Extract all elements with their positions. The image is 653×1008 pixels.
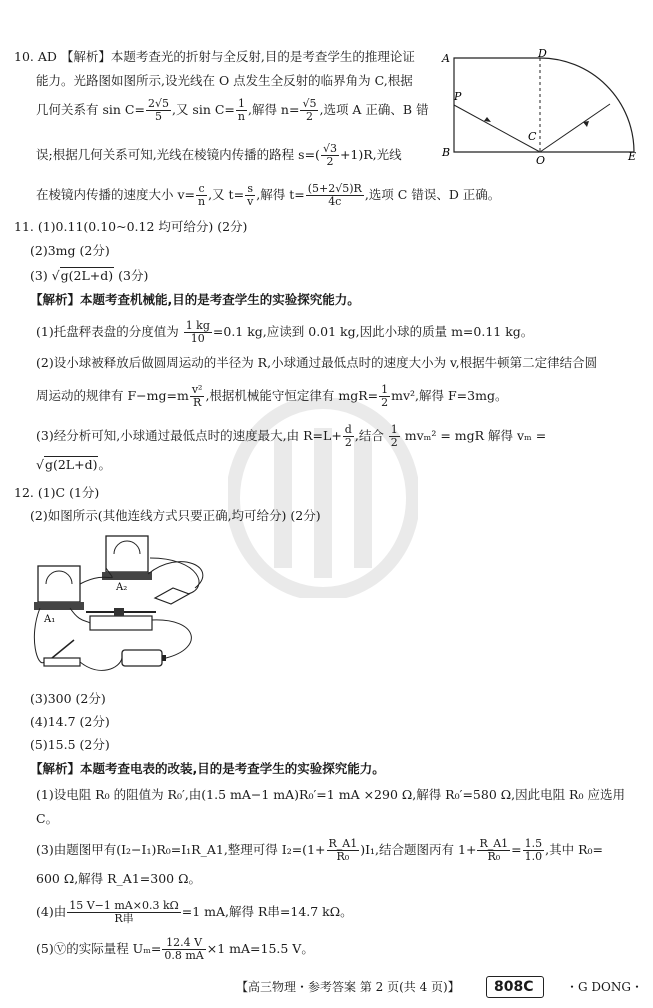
q10-line-5: 在棱镜内传播的速度大小 v= $\frac{c}{n}$ ,又 t= $\frac{s}{v}$ ,解得 t= $\frac{(5+2√5)R}{4c}$ ,选项 C 错误、D 正确。 — [36, 182, 501, 208]
label-a1: A₁ — [44, 614, 56, 625]
q12-line-12: (5)Ⓥ的实际量程 Uₘ= $\frac{12.4 V}{0.8 mA}$ ×1 mA=15.5 V。 — [36, 936, 314, 962]
q12-analysis-heading: 【解析】本题考查电表的改装,目的是考查学生的实验探究能力。 — [30, 761, 385, 776]
q12-line-10: 600 Ω,解得 R_A1=300 Ω。 — [36, 871, 201, 886]
q12-line-7: (1)设电阻 R₀ 的阻值为 R₀′,由(1.5 mA−1 mA)R₀′=1 mA ×290 Ω,解得 R₀′=580 Ω,因此电阻 R₀ 应选用 — [36, 787, 625, 802]
q11-analysis-heading: 【解析】本题考查机械能,目的是考查学生的实验探究能力。 — [30, 292, 360, 307]
label-d: D — [538, 48, 547, 60]
label-p: P — [454, 90, 462, 103]
q12-line-5: (5)15.5 (2分) — [30, 737, 110, 752]
rheostat — [90, 616, 152, 630]
q11-line-9: √g(2L+d)。 — [36, 457, 111, 472]
label-b: B — [442, 146, 451, 159]
battery — [122, 650, 162, 666]
q12-line-2: (2)如图所示(其他连线方式只要正确,均可给分) (2分) — [30, 508, 321, 523]
label-e: E — [628, 150, 637, 163]
q12-line-11: (4)由 $\frac{15 V-1 mA\times 0.3 k\Omega}{\text{R串}}$ =1 mA,解得 R串=14.7 kΩ。 — [36, 899, 353, 925]
q11-line-1: 11. (1)0.11(0.10~0.12 均可给分) (2分) — [14, 219, 248, 234]
q12-line-8: C。 — [36, 811, 59, 826]
q10-line-2: 能力。光路图如图所示,设光线在 O 点发生全反射的临界角为 C,根据 — [36, 73, 413, 88]
q12-line-1: 12. (1)C (1分) — [14, 485, 100, 500]
q10-line-3: 几何关系有 sin C= $\frac{2√5}{5}$ ,又 sin C= $\frac{1}{n}$ ,解得 n= $\frac{√5}{2}$ ,选项 A 正确、B 错 — [36, 97, 429, 123]
q12-line-9: (3)由题图甲有(I₂−I₁)R₀=I₁R_A1,整理可得 I₂=(1+ $\frac{R\_A1}{\text{R₀}}$ )I₁,结合题图丙有 1+ $\frac{R\_A1}{\text{R₀}}$ = $\frac{1.5}{1.0}$ ,其中 R₀= — [36, 837, 603, 863]
label-c: C — [528, 130, 537, 143]
label-o: O — [536, 154, 546, 166]
q10-line-4: 误;根据几何关系可知,光线在棱镜内传播的路程 s=( $\frac{√3}{2}$ +1)R,光线 — [36, 142, 402, 168]
footer-code: 808C — [494, 979, 534, 995]
resistor — [155, 588, 189, 604]
circuit-diagram — [30, 528, 220, 688]
label-a: A — [442, 52, 450, 65]
prism-diagram — [440, 48, 645, 166]
switch — [44, 658, 80, 666]
q11-line-5: (1)托盘秤表盘的分度值为 $\frac{1 kg}{10}$ =0.1 kg,应读到 0.01 kg,因此小球的质量 m=0.11 kg。 — [36, 319, 534, 345]
q11-line-3: (3) √g(2L+d) (3分) — [30, 268, 149, 283]
label-a2: A₂ — [116, 582, 128, 593]
q11-line-7: 周运动的规律有 F−mg=m $\frac{\text{v²}}{R}$ ,根据机械能守恒定律有 mgR= $\frac{1}{2}$ mv²,解得 F=3mg。 — [36, 383, 508, 409]
footer-brand: ・G DONG・ — [566, 980, 643, 994]
q12-line-3: (3)300 (2分) — [30, 691, 106, 706]
q11-line-6: (2)设小球被释放后做圆周运动的半径为 R,小球通过最低点时的速度大小为 v,根据牛顿第二定律结合圆 — [36, 355, 598, 370]
footer-text: 【高三物理・参考答案 第 2 页(共 4 页)】 — [236, 980, 460, 994]
q10-line-1: 10. AD 【解析】本题考查光的折射与全反射,目的是考查学生的推理论证 — [14, 49, 415, 64]
q11-line-2: (2)3mg (2分) — [30, 243, 110, 258]
q11-line-8: (3)经分析可知,小球通过最低点时的速度最大,由 R=L+ $\frac{d}{2}$ ,结合 $\frac{1}{2}$ mvₘ² = mgR 解得 vₘ = — [36, 423, 547, 449]
q12-line-4: (4)14.7 (2分) — [30, 714, 110, 729]
